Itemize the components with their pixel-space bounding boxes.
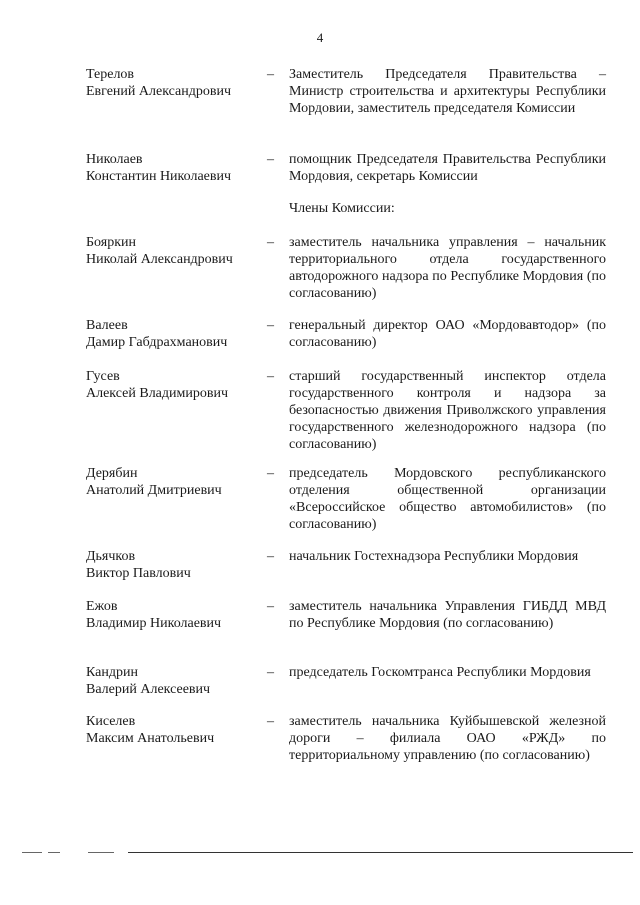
member-name bbox=[86, 151, 256, 185]
member-name bbox=[86, 317, 256, 351]
dash-separator: – bbox=[267, 369, 274, 384]
member-given-name: Виктор Павлович bbox=[86, 566, 191, 581]
dash-separator: – bbox=[267, 549, 274, 564]
member-surname: Гусев bbox=[86, 369, 120, 384]
member-surname: Дьячков bbox=[86, 549, 136, 564]
member-role: Заместитель Председателя Правительства – Министр строительства и архитектуры Республики Мордовии, заместитель председателя Комиссии bbox=[289, 67, 606, 116]
member-name bbox=[86, 664, 256, 698]
footer-rule-fragment bbox=[88, 852, 114, 853]
members-heading: Члены Комиссии: bbox=[289, 201, 395, 216]
member-name bbox=[86, 465, 256, 499]
member-surname: Дерябин bbox=[86, 466, 138, 481]
dash-separator: – bbox=[267, 235, 274, 250]
member-role: заместитель начальника Куйбышевской железной дороги – филиала ОАО «РЖД» по территориальному управлению (по согласованию) bbox=[289, 714, 606, 763]
member-name bbox=[86, 66, 256, 100]
member-role: председатель Госкомтранса Республики Мордовия bbox=[289, 665, 591, 680]
page-number: 4 bbox=[316, 30, 324, 45]
member-name bbox=[86, 598, 256, 632]
member-surname: Бояркин bbox=[86, 235, 136, 250]
member-role: помощник Председателя Правительства Республики Мордовия, секретарь Комиссии bbox=[289, 152, 606, 184]
member-given-name: Константин Николаевич bbox=[86, 169, 232, 184]
member-given-name: Анатолий Дмитриевич bbox=[86, 483, 222, 498]
dash-separator: – bbox=[267, 67, 274, 82]
dash-separator: – bbox=[267, 665, 274, 680]
member-role: председатель Мордовского республиканского отделения общественной организации «Всероссийское общество автомобилистов» (по согласованию) bbox=[289, 466, 606, 532]
member-surname: Николаев bbox=[86, 152, 143, 167]
member-surname: Кандрин bbox=[86, 665, 138, 680]
member-given-name: Владимир Николаевич bbox=[86, 616, 222, 631]
member-role: заместитель начальника управления – начальник территориального отдела государственного автодорожного надзора по Республике Мордовия (по согласованию) bbox=[289, 235, 606, 301]
member-role: генеральный директор ОАО «Мордовавтодор» (по согласованию) bbox=[289, 318, 606, 350]
member-given-name: Максим Анатольевич bbox=[86, 731, 215, 746]
member-surname: Валеев bbox=[86, 318, 128, 333]
dash-separator: – bbox=[267, 318, 274, 333]
member-surname: Киселев bbox=[86, 714, 136, 729]
dash-separator: – bbox=[267, 714, 274, 729]
member-given-name: Евгений Александрович bbox=[86, 84, 232, 99]
footer-rule-fragment bbox=[22, 852, 42, 853]
member-role: начальник Гостехнадзора Республики Мордовия bbox=[289, 549, 579, 564]
dash-separator: – bbox=[267, 152, 274, 167]
dash-separator: – bbox=[267, 599, 274, 614]
member-given-name: Алексей Владимирович bbox=[86, 386, 229, 401]
member-surname: Ежов bbox=[86, 599, 118, 614]
member-given-name: Николай Александрович bbox=[86, 252, 233, 267]
member-role: заместитель начальника Управления ГИБДД МВД по Республике Мордовия (по согласованию) bbox=[289, 599, 606, 631]
member-given-name: Дамир Габдрахманович bbox=[86, 335, 228, 350]
member-name bbox=[86, 368, 256, 402]
member-given-name: Валерий Алексеевич bbox=[86, 682, 211, 697]
dash-separator: – bbox=[267, 466, 274, 481]
member-name bbox=[86, 548, 256, 582]
footer-rule-fragment bbox=[48, 852, 60, 853]
member-name bbox=[86, 713, 256, 747]
footer-rule bbox=[128, 852, 633, 853]
member-role: старший государственный инспектор отдела государственного контроля и надзора за безопасностью движения Приволжского управления государственного железнодорожного надзора (по согласованию) bbox=[289, 369, 606, 452]
member-name bbox=[86, 234, 256, 268]
member-surname: Терелов bbox=[86, 67, 135, 82]
